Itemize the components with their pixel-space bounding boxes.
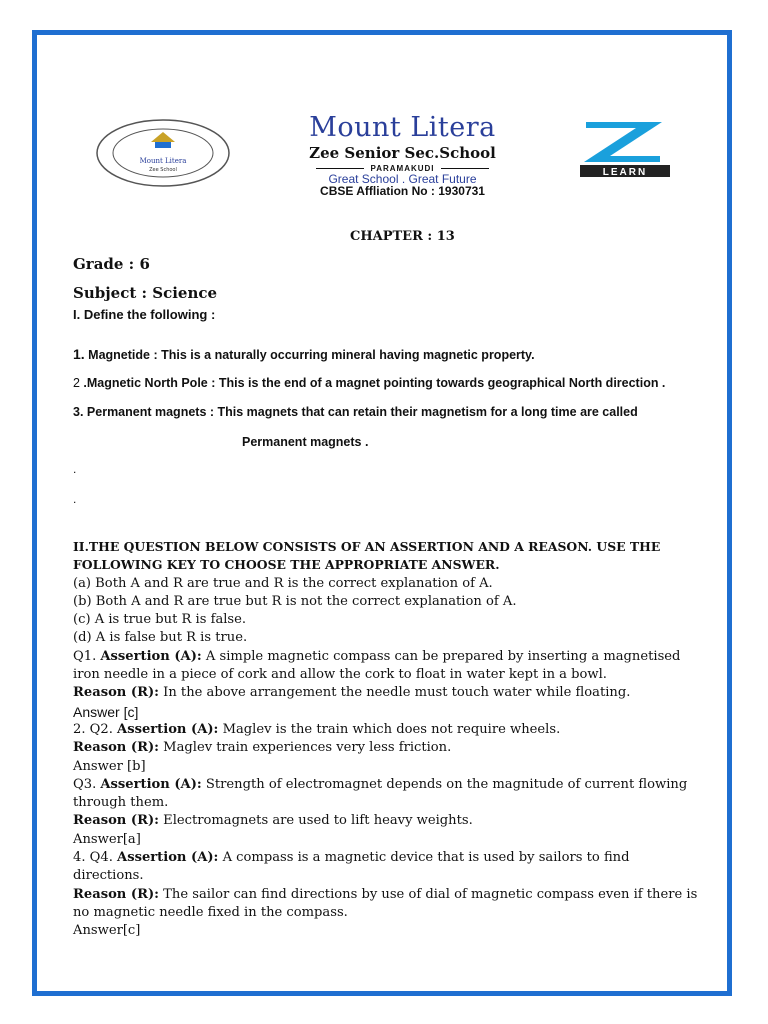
q4-reason: Reason (R): The sailor can find directions by use of dial of magnetic compass even if there is bbox=[73, 886, 698, 902]
school-tagline: Great School . Great Future bbox=[328, 172, 477, 186]
definition-item: 3. Permanent magnets : This magnets that can retain their magnetism for a long time are called bbox=[73, 405, 638, 419]
q1-answer: Answer [c] bbox=[73, 703, 139, 720]
subject-label: Subject : Science bbox=[73, 284, 218, 302]
school-seal-logo bbox=[93, 118, 233, 188]
cbse-affiliation: CBSE Affliation No : 1930731 bbox=[320, 184, 485, 198]
section2-heading-cont: FOLLOWING KEY TO CHOOSE THE APPROPRIATE ANSWER. bbox=[73, 557, 500, 573]
q1-assertion: Q1. Assertion (A): A simple magnetic compass can be prepared by inserting a magnetised bbox=[73, 648, 681, 664]
definition-continuation: Permanent magnets . bbox=[242, 435, 369, 449]
q3-reason: Reason (R): Electromagnets are used to lift heavy weights. bbox=[73, 813, 473, 829]
q4-assertion-cont: directions. bbox=[73, 868, 144, 884]
q4-assertion: 4. Q4. Assertion (A): A compass is a magnetic device that is used by sailors to find bbox=[73, 850, 630, 866]
q2-reason: Reason (R): Maglev train experiences very less friction. bbox=[73, 740, 452, 756]
section2-heading: II.THE QUESTION BELOW CONSISTS OF AN ASSERTION AND A REASON. USE THE bbox=[73, 539, 661, 554]
school-city: PARAMAKUDI bbox=[240, 164, 565, 173]
key-option: (a) Both A and R are true and R is the correct explanation of A. bbox=[73, 575, 493, 591]
logo-word: LEARN bbox=[602, 167, 648, 178]
q2-assertion: 2. Q2. Assertion (A): Maglev is the train which does not require wheels. bbox=[73, 721, 561, 737]
q2-answer: Answer [b] bbox=[73, 758, 146, 774]
q4-reason-cont: no magnetic needle fixed in the compass. bbox=[73, 904, 348, 920]
assertion-reason-section bbox=[73, 538, 733, 941]
definition-item: 1. Magnetide : This is a naturally occurring mineral having magnetic property. bbox=[73, 346, 535, 362]
key-option: (c) A is true but R is false. bbox=[73, 612, 247, 628]
q3-assertion: Q3. Assertion (A): Strength of electromagnet depends on the magnitude of current flowing bbox=[73, 776, 688, 792]
q1-reason: Reason (R): In the above arrangement the needle must touch water while floating. bbox=[73, 685, 631, 701]
key-option: (b) Both A and R are true but R is not the correct explanation of A. bbox=[73, 593, 517, 609]
definition-item: 2 .Magnetic North Pole : This is the end of a magnet pointing towards geographical North direction . bbox=[73, 376, 666, 390]
q3-assertion-cont: through them. bbox=[73, 795, 169, 811]
section1-heading: I. Define the following : bbox=[73, 307, 216, 322]
seal-name: Mount Litera bbox=[139, 157, 187, 165]
zee-learn-logo bbox=[580, 120, 670, 178]
dot-marker: . bbox=[73, 492, 77, 506]
q4-answer: Answer[c] bbox=[73, 923, 141, 939]
school-subtitle: Zee Senior Sec.School bbox=[309, 144, 496, 162]
q3-answer: Answer[a] bbox=[73, 831, 141, 847]
seal-sub: Zee School bbox=[149, 167, 177, 173]
grade-label: Grade : 6 bbox=[73, 255, 150, 273]
key-option: (d) A is false but R is true. bbox=[73, 630, 248, 646]
school-name: Mount Litera bbox=[309, 112, 496, 143]
chapter-heading: CHAPTER : 13 bbox=[350, 229, 455, 244]
dot-marker: . bbox=[73, 462, 77, 476]
q1-assertion-cont: iron needle in a piece of cork and allow the cork to float in water kept in a bowl. bbox=[73, 667, 607, 683]
